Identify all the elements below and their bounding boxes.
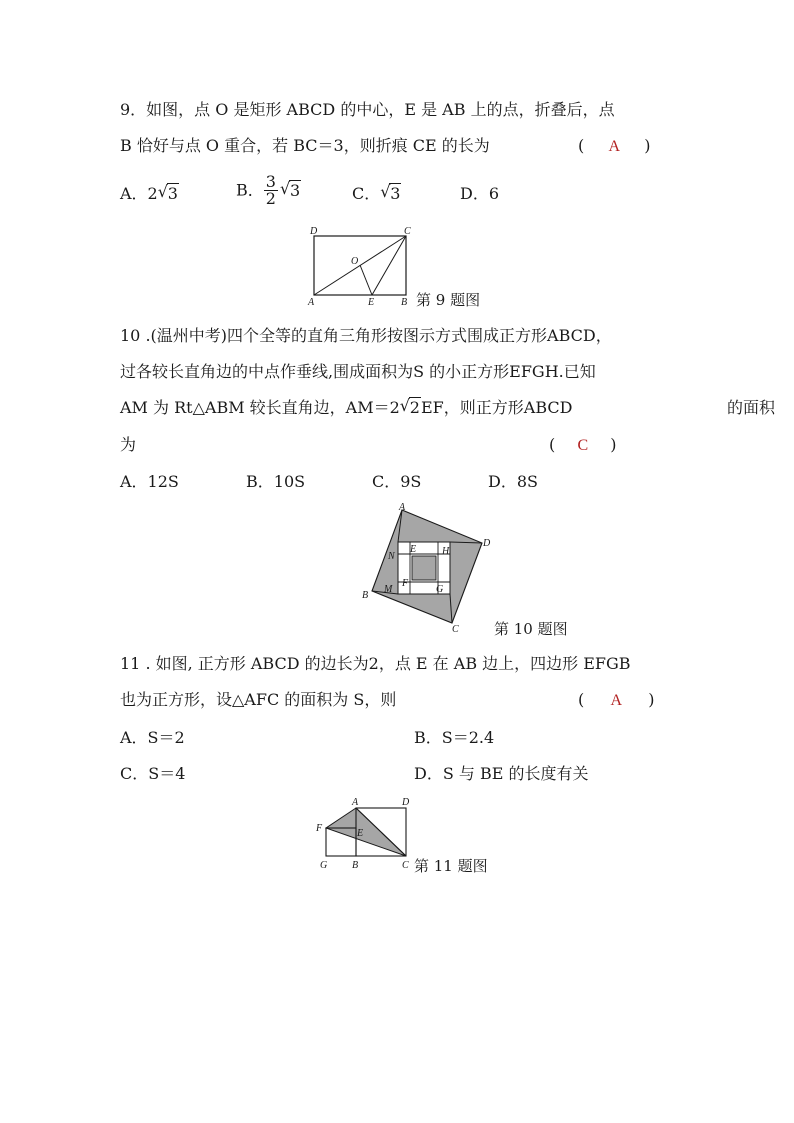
option-a-label: A．2 <box>120 184 158 203</box>
triangle-afc <box>326 808 406 856</box>
label-c: C <box>402 860 409 871</box>
stem-text: AM 为 Rt△ABM 较长直角边，AM＝2 <box>120 398 400 417</box>
q9-answer: A <box>608 138 620 155</box>
fraction-denominator: 2 <box>265 189 276 208</box>
fold-ce <box>372 236 406 295</box>
label-e: E <box>410 544 417 555</box>
option-c-label: C． <box>352 184 381 203</box>
q10-answer-bracket <box>549 435 617 456</box>
q11-option-c: C．S＝4 <box>120 764 186 783</box>
segment-oe <box>360 265 372 295</box>
fraction <box>264 174 278 207</box>
q10-option-d: D．8S <box>488 472 538 491</box>
sqrt-symbol <box>280 180 301 200</box>
label-a: A <box>352 797 359 808</box>
label-h: H <box>442 546 450 557</box>
q11-option-b: B．S＝2.4 <box>414 728 495 747</box>
label-c: C <box>452 624 459 634</box>
q11-option-a: A．S＝2 <box>120 728 185 747</box>
label-n: N <box>388 551 395 562</box>
q11-stem-line1: 11 . 如图, 正方形 ABCD 的边长为2，点 E 在 AB 边上，四边形 EFGB <box>120 654 631 673</box>
label-d: D <box>483 538 491 549</box>
q9-option-d: D．6 <box>460 184 500 203</box>
label-d: D <box>402 797 410 808</box>
q10-stem-line3 <box>120 398 572 418</box>
label-m: M <box>384 584 393 595</box>
q9-option-c <box>352 184 401 204</box>
paren-open: ( <box>578 690 585 709</box>
q9-answer-bracket <box>578 136 650 157</box>
label-a: A <box>308 297 315 308</box>
paren-open: ( <box>578 136 585 155</box>
q9-caption: 第 9 题图 <box>416 291 481 309</box>
q10-stem-line2: 过各较长直角边的中点作垂线,围成面积为S 的小正方形EFGH.已知 <box>120 362 596 381</box>
label-f: F <box>316 823 323 834</box>
label-e: E <box>368 297 375 308</box>
label-b: B <box>362 590 369 601</box>
q10-stem-line3-tail: 的面积 <box>727 398 776 417</box>
q10-stem-line1: 10 .(温州中考)四个全等的直角三角形按图示方式围成正方形ABCD， <box>120 326 612 345</box>
radicand: 3 <box>289 180 301 200</box>
sqrt-symbol <box>158 184 179 204</box>
label-g: G <box>436 584 444 595</box>
q10-option-a: A．12S <box>120 472 179 491</box>
q10-caption: 第 10 题图 <box>494 620 568 638</box>
q9-stem-line1: 9．如图，点 O 是矩形 ABCD 的中心，E 是 AB 上的点，折叠后，点 <box>120 100 615 119</box>
q11-caption: 第 11 题图 <box>414 857 488 875</box>
q9-option-b <box>236 174 301 207</box>
label-d: D <box>310 226 318 237</box>
label-c: C <box>404 226 411 237</box>
q11-figure <box>312 794 416 874</box>
q10-figure <box>358 500 498 634</box>
q9-figure <box>306 224 416 310</box>
paren-close: ) <box>648 690 655 709</box>
label-e: E <box>357 828 364 839</box>
label-a: A <box>399 502 406 513</box>
paren-close: ) <box>644 136 651 155</box>
label-b: B <box>352 860 359 871</box>
q9-stem-line2: B 恰好与点 O 重合，若 BC＝3，则折痕 CE 的长为 <box>120 136 490 155</box>
q10-option-b: B．10S <box>246 472 306 491</box>
q10-option-c: C．9S <box>372 472 422 491</box>
paren-close: ) <box>610 435 617 454</box>
small-square-efgh <box>412 556 436 580</box>
q10-stem-line4: 为 <box>120 435 137 454</box>
option-b-label: B． <box>236 180 264 200</box>
sqrt-symbol <box>400 398 421 418</box>
radicand: 2 <box>409 398 420 417</box>
q11-answer: A <box>610 692 622 709</box>
q11-stem-line2: 也为正方形，设△AFC 的面积为 S，则 <box>120 690 397 709</box>
radicand: 3 <box>167 184 178 203</box>
paren-open: ( <box>549 435 556 454</box>
stem-text: EF，则正方形ABCD <box>420 398 573 417</box>
q9-option-a <box>120 184 179 204</box>
label-g: G <box>320 860 328 871</box>
q11-option-d: D．S 与 BE 的长度有关 <box>414 764 589 783</box>
label-b: B <box>401 297 408 308</box>
fraction-numerator: 3 <box>265 172 276 191</box>
label-o: O <box>351 256 359 267</box>
label-f: F <box>402 578 409 589</box>
radicand: 3 <box>390 184 401 203</box>
sqrt-symbol <box>380 184 401 204</box>
q10-answer: C <box>577 437 589 454</box>
q11-answer-bracket <box>578 690 654 711</box>
